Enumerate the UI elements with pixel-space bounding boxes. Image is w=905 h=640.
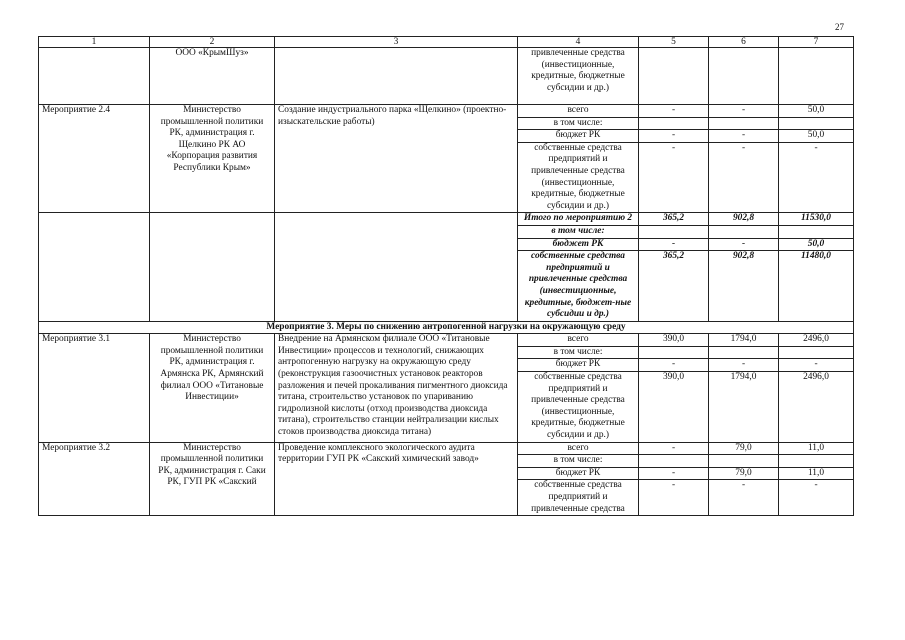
- measure-name: Мероприятие 2.4: [39, 105, 150, 213]
- value-5: 365,2: [639, 251, 709, 322]
- header-cell: 4: [518, 37, 639, 48]
- value-7: 2496,0: [779, 334, 854, 347]
- value-6: -: [709, 480, 779, 516]
- table-row: [39, 442, 854, 455]
- value-7: 50,0: [779, 105, 854, 118]
- value-7: 11480,0: [779, 251, 854, 322]
- value-5: -: [639, 359, 709, 372]
- funding-label: бюджет РК: [518, 238, 639, 251]
- value-7: -: [779, 480, 854, 516]
- description-cell: [275, 213, 518, 321]
- value-7: [779, 346, 854, 359]
- funding-label: всего: [518, 334, 639, 347]
- table-row: [39, 334, 854, 347]
- funding-label: собственные средства предприятий и привлеченные средства (инвестиционные, кредитные, бюджетные субсидии и др.): [518, 142, 639, 213]
- value-5: 390,0: [639, 372, 709, 443]
- value-7: 50,0: [779, 130, 854, 143]
- header-cell: 2: [150, 37, 275, 48]
- value-5: 390,0: [639, 334, 709, 347]
- funding-label: всего: [518, 105, 639, 118]
- funding-label: бюджет РК: [518, 359, 639, 372]
- value-6: [709, 346, 779, 359]
- value-7: 2496,0: [779, 372, 854, 443]
- value-5: 365,2: [639, 213, 709, 226]
- measure-cell: [39, 213, 150, 321]
- org-cell: Министерство промышленной политики РК, администрация г. Саки РК, ГУП РК «Сакский: [150, 442, 275, 516]
- value-7: [779, 225, 854, 238]
- description-cell: Создание индустриального парка «Щелкино» (проектно-изыскательские работы): [275, 105, 518, 213]
- value-7: -: [779, 359, 854, 372]
- value-6: 1794,0: [709, 372, 779, 443]
- value-6: [709, 117, 779, 130]
- value-5: -: [639, 480, 709, 516]
- funding-label: собственные средства предприятий и привлеченные средства: [518, 480, 639, 516]
- value-7: [779, 117, 854, 130]
- measure-name: Мероприятие 3.1: [39, 334, 150, 442]
- value-6: [709, 225, 779, 238]
- description-cell: Внедрение на Армянском филиале ООО «Титановые Инвестиции» процессов и технологий, снижающих антропогенную нагрузку на окружающую среду (реконструкция газоочистных установок реакторов разложения и печей прокаливания пигментного диоксида титана, строительство установок по упариванию гидролизной кислоты (отход производства диоксида титана), строительство станции нейтрализации кислых стоков производства диоксида титана): [275, 334, 518, 442]
- value-5: [639, 346, 709, 359]
- section-heading: Мероприятие 3. Меры по снижению антропогенной нагрузки на окружающую среду: [39, 321, 854, 334]
- value-5: -: [639, 442, 709, 455]
- value-5: -: [639, 105, 709, 118]
- funding-table: [38, 36, 854, 516]
- header-cell: 6: [709, 37, 779, 48]
- funding-label: бюджет РК: [518, 130, 639, 143]
- header-row: [39, 37, 854, 48]
- value-5: -: [639, 238, 709, 251]
- description-cell: Проведение комплексного экологического аудита территории ГУП РК «Сакский химический завод»: [275, 442, 518, 516]
- value-6: 902,8: [709, 251, 779, 322]
- measure-cell: [39, 48, 150, 105]
- funding-label: в том числе:: [518, 225, 639, 238]
- value-6: 902,8: [709, 213, 779, 226]
- value-7: 50,0: [779, 238, 854, 251]
- header-cell: 1: [39, 37, 150, 48]
- value-6: -: [709, 142, 779, 213]
- value-6: [709, 48, 779, 105]
- org-cell: Министерство промышленной политики РК, администрация г. Армянска РК, Армянский филиал ООО «Титановые Инвестиции»: [150, 334, 275, 442]
- value-6: 79,0: [709, 442, 779, 455]
- org-cell: Министерство промышленной политики РК, администрация г. Щелкино РК АО «Корпорация развития Республики Крым»: [150, 105, 275, 213]
- table-row: [39, 213, 854, 226]
- value-6: 1794,0: [709, 334, 779, 347]
- section-row: [39, 321, 854, 334]
- value-6: -: [709, 130, 779, 143]
- value-6: [709, 455, 779, 468]
- value-7: [779, 455, 854, 468]
- value-5: [639, 117, 709, 130]
- value-5: -: [639, 467, 709, 480]
- value-7: 11530,0: [779, 213, 854, 226]
- table-row: [39, 105, 854, 118]
- value-5: -: [639, 130, 709, 143]
- org-cell: [150, 213, 275, 321]
- value-5: -: [639, 142, 709, 213]
- value-6: 79,0: [709, 467, 779, 480]
- page-number: 27: [835, 22, 844, 32]
- funding-label: собственные средства предприятий и привлеченные средства (инвестиционные, кредитные, бюджет-ные субсидии и др.): [518, 251, 639, 322]
- funding-label: в том числе:: [518, 117, 639, 130]
- value-5: [639, 455, 709, 468]
- value-7: [779, 48, 854, 105]
- funding-label: собственные средства предприятий и привлеченные средства (инвестиционные, кредитные, бюджетные субсидии и др.): [518, 372, 639, 443]
- funding-label: бюджет РК: [518, 467, 639, 480]
- header-cell: 3: [275, 37, 518, 48]
- funding-label: в том числе:: [518, 455, 639, 468]
- description-cell: [275, 48, 518, 105]
- funding-label: привлеченные средства (инвестиционные, кредитные, бюджетные субсидии и др.): [518, 48, 639, 105]
- table-row: [39, 48, 854, 105]
- value-5: [639, 225, 709, 238]
- total-label: Итого по мероприятию 2: [518, 213, 639, 226]
- value-7: 11,0: [779, 442, 854, 455]
- value-7: 11,0: [779, 467, 854, 480]
- header-cell: 7: [779, 37, 854, 48]
- measure-name: Мероприятие 3.2: [39, 442, 150, 516]
- header-cell: 5: [639, 37, 709, 48]
- value-7: -: [779, 142, 854, 213]
- value-6: -: [709, 105, 779, 118]
- value-6: -: [709, 238, 779, 251]
- value-5: [639, 48, 709, 105]
- value-6: -: [709, 359, 779, 372]
- org-cell: ООО «КрымШуз»: [150, 48, 275, 105]
- funding-label: в том числе:: [518, 346, 639, 359]
- funding-label: всего: [518, 442, 639, 455]
